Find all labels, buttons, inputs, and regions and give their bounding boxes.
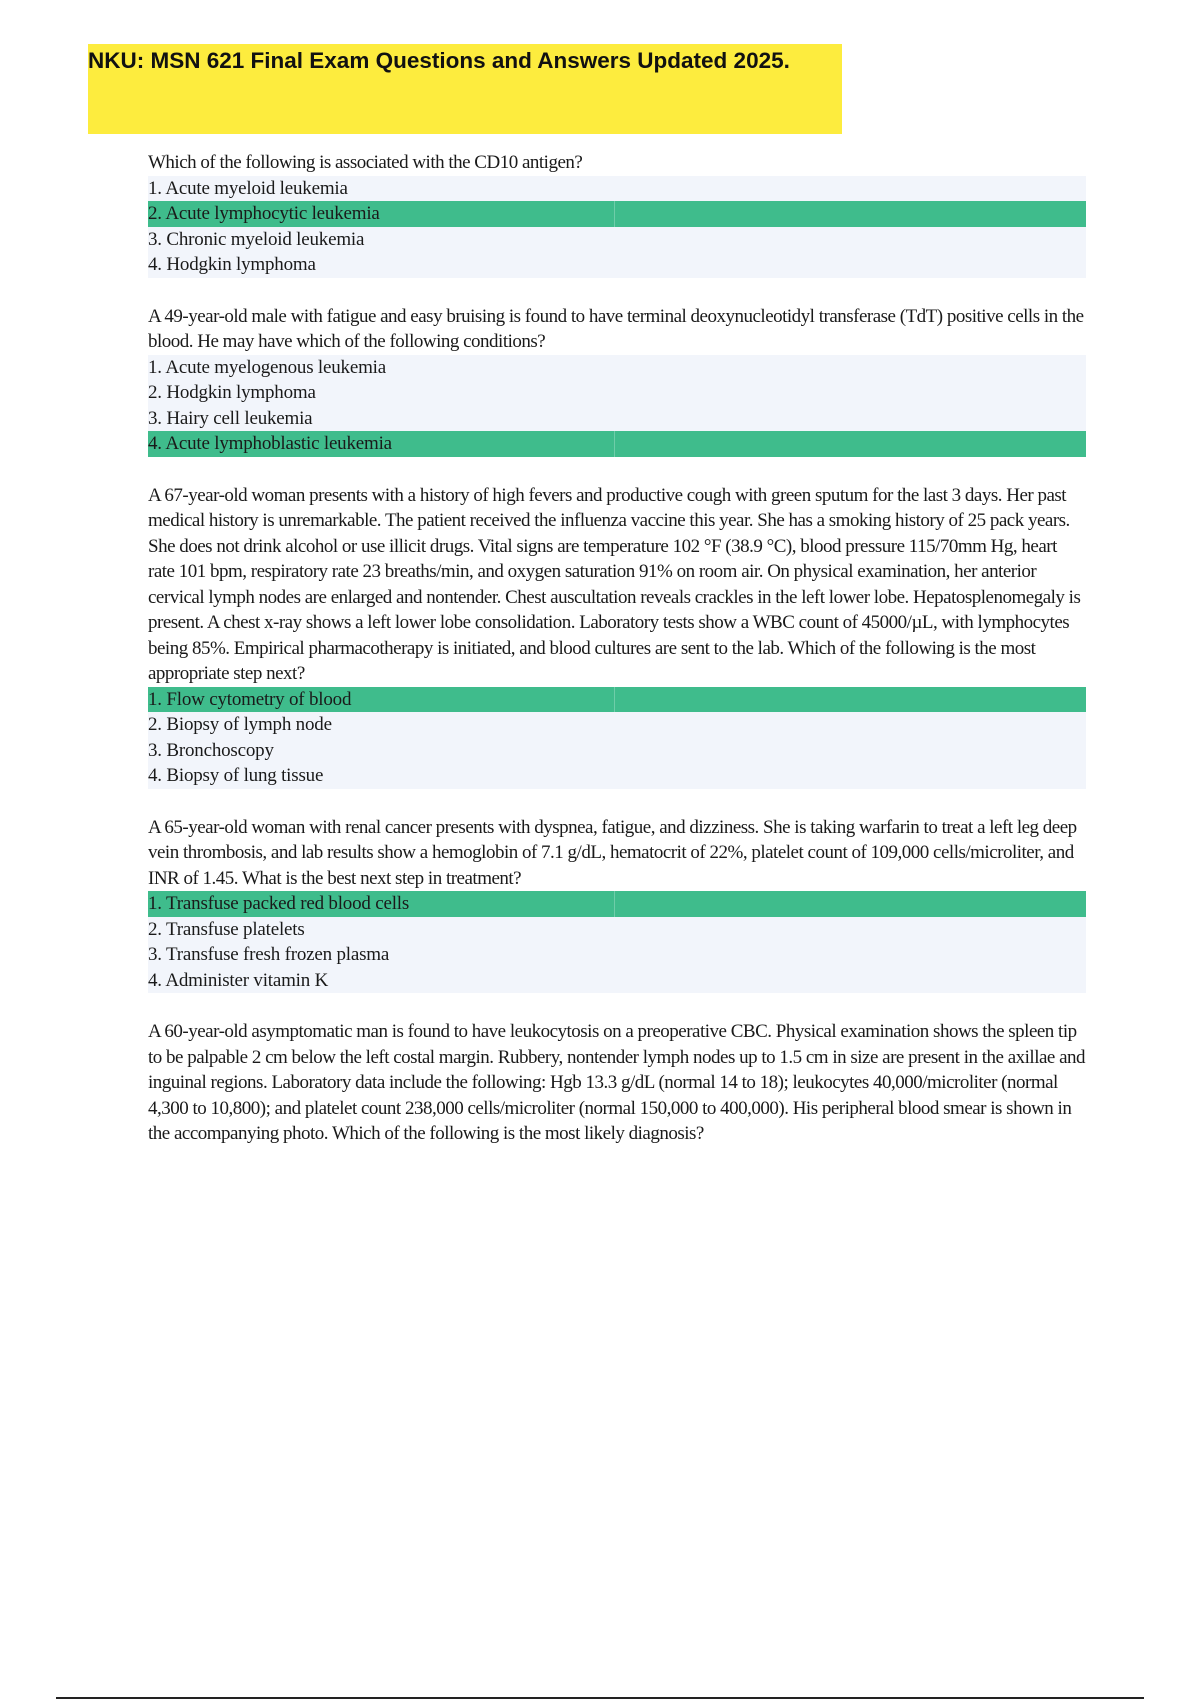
answer-options bbox=[148, 891, 1086, 993]
question-list bbox=[148, 150, 1086, 1173]
question-block bbox=[148, 150, 1086, 278]
question-stem: A 67-year-old woman presents with a history of high fevers and productive cough with green sputum for the last 3 days. Her past medical history is unremarkable. The patient received the influenza vaccine this year. She has a smoking history of 25 pack years. She does not drink alcohol or use illicit drugs. Vital signs are temperature 102 °F (38.9 °C), blood pressure 115/70mm Hg, heart rate 101 bpm, respiratory rate 23 breaths/min, and oxygen saturation 91% on room air. On physical examination, her anterior cervical lymph nodes are enlarged and nontender. Chest auscultation reveals crackles in the left lower lobe. Hepatosplenomegaly is present. A chest x-ray shows a left lower lobe consolidation. Laboratory tests show a WBC count of 45000/µL, with lymphocytes being 85%. Empirical pharmacotherapy is initiated, and blood cultures are sent to the lab. Which of the following is the most appropriate step next? bbox=[148, 484, 1081, 684]
answer-option: 3. Chronic myeloid leukemia bbox=[148, 227, 1086, 253]
answer-options bbox=[148, 176, 1086, 278]
answer-option: 3. Transfuse fresh frozen plasma bbox=[148, 942, 1086, 968]
bottom-rule bbox=[56, 1697, 1144, 1699]
answer-option: 2. Hodgkin lymphoma bbox=[148, 380, 1086, 406]
title-banner bbox=[88, 44, 842, 134]
answer-option: 3. Bronchoscopy bbox=[148, 738, 1086, 764]
question-block bbox=[148, 483, 1086, 789]
answer-option-correct: 1. Transfuse packed red blood cells bbox=[148, 891, 1086, 917]
answer-option: 4. Administer vitamin K bbox=[148, 968, 1086, 994]
question-block bbox=[148, 304, 1086, 457]
answer-option: 4. Hodgkin lymphoma bbox=[148, 252, 1086, 278]
question-stem: Which of the following is associated with the CD10 antigen? bbox=[148, 152, 583, 173]
answer-option: 3. Hairy cell leukemia bbox=[148, 406, 1086, 432]
question-stem: A 60-year-old asymptomatic man is found to have leukocytosis on a preoperative CBC. Physical examination shows the spleen tip to be palpable 2 cm below the left costal margin. Rubbery, nontender lymph nodes up to 1.5 cm in size are present in the axillae and inguinal regions. Laboratory data include the following: Hgb 13.3 g/dL (normal 14 to 18); leukocytes 40,000/microliter (normal 4,300 to 10,800); and platelet count 238,000 cells/microliter (normal 150,000 to 400,000). His peripheral blood smear is shown in the accompanying photo. Which of the following is the most likely diagnosis? bbox=[148, 1021, 1086, 1144]
answer-option: 4. Biopsy of lung tissue bbox=[148, 763, 1086, 789]
page-title: NKU: MSN 621 Final Exam Questions and Answers Updated 2025. bbox=[88, 48, 790, 73]
answer-option: 1. Acute myeloid leukemia bbox=[148, 176, 1086, 202]
answer-options bbox=[148, 687, 1086, 789]
question-block bbox=[148, 1019, 1086, 1147]
answer-option: 2. Transfuse platelets bbox=[148, 917, 1086, 943]
answer-options bbox=[148, 355, 1086, 457]
answer-option-correct: 1. Flow cytometry of blood bbox=[148, 687, 1086, 713]
answer-option: 2. Biopsy of lymph node bbox=[148, 712, 1086, 738]
question-block bbox=[148, 815, 1086, 994]
answer-option-correct: 2. Acute lymphocytic leukemia bbox=[148, 201, 1086, 227]
question-stem: A 49-year-old male with fatigue and easy bruising is found to have terminal deoxynucleotidyl transferase (TdT) positive cells in the blood. He may have which of the following conditions? bbox=[148, 305, 1084, 352]
answer-option: 1. Acute myelogenous leukemia bbox=[148, 355, 1086, 381]
question-stem: A 65-year-old woman with renal cancer presents with dyspnea, fatigue, and dizziness. She is taking warfarin to treat a left leg deep vein thrombosis, and lab results show a hemoglobin of 7.1 g/dL, hematocrit of 22%, platelet count of 109,000 cells/microliter, and INR of 1.45. What is the best next step in treatment? bbox=[148, 816, 1077, 889]
answer-option-correct: 4. Acute lymphoblastic leukemia bbox=[148, 431, 1086, 457]
